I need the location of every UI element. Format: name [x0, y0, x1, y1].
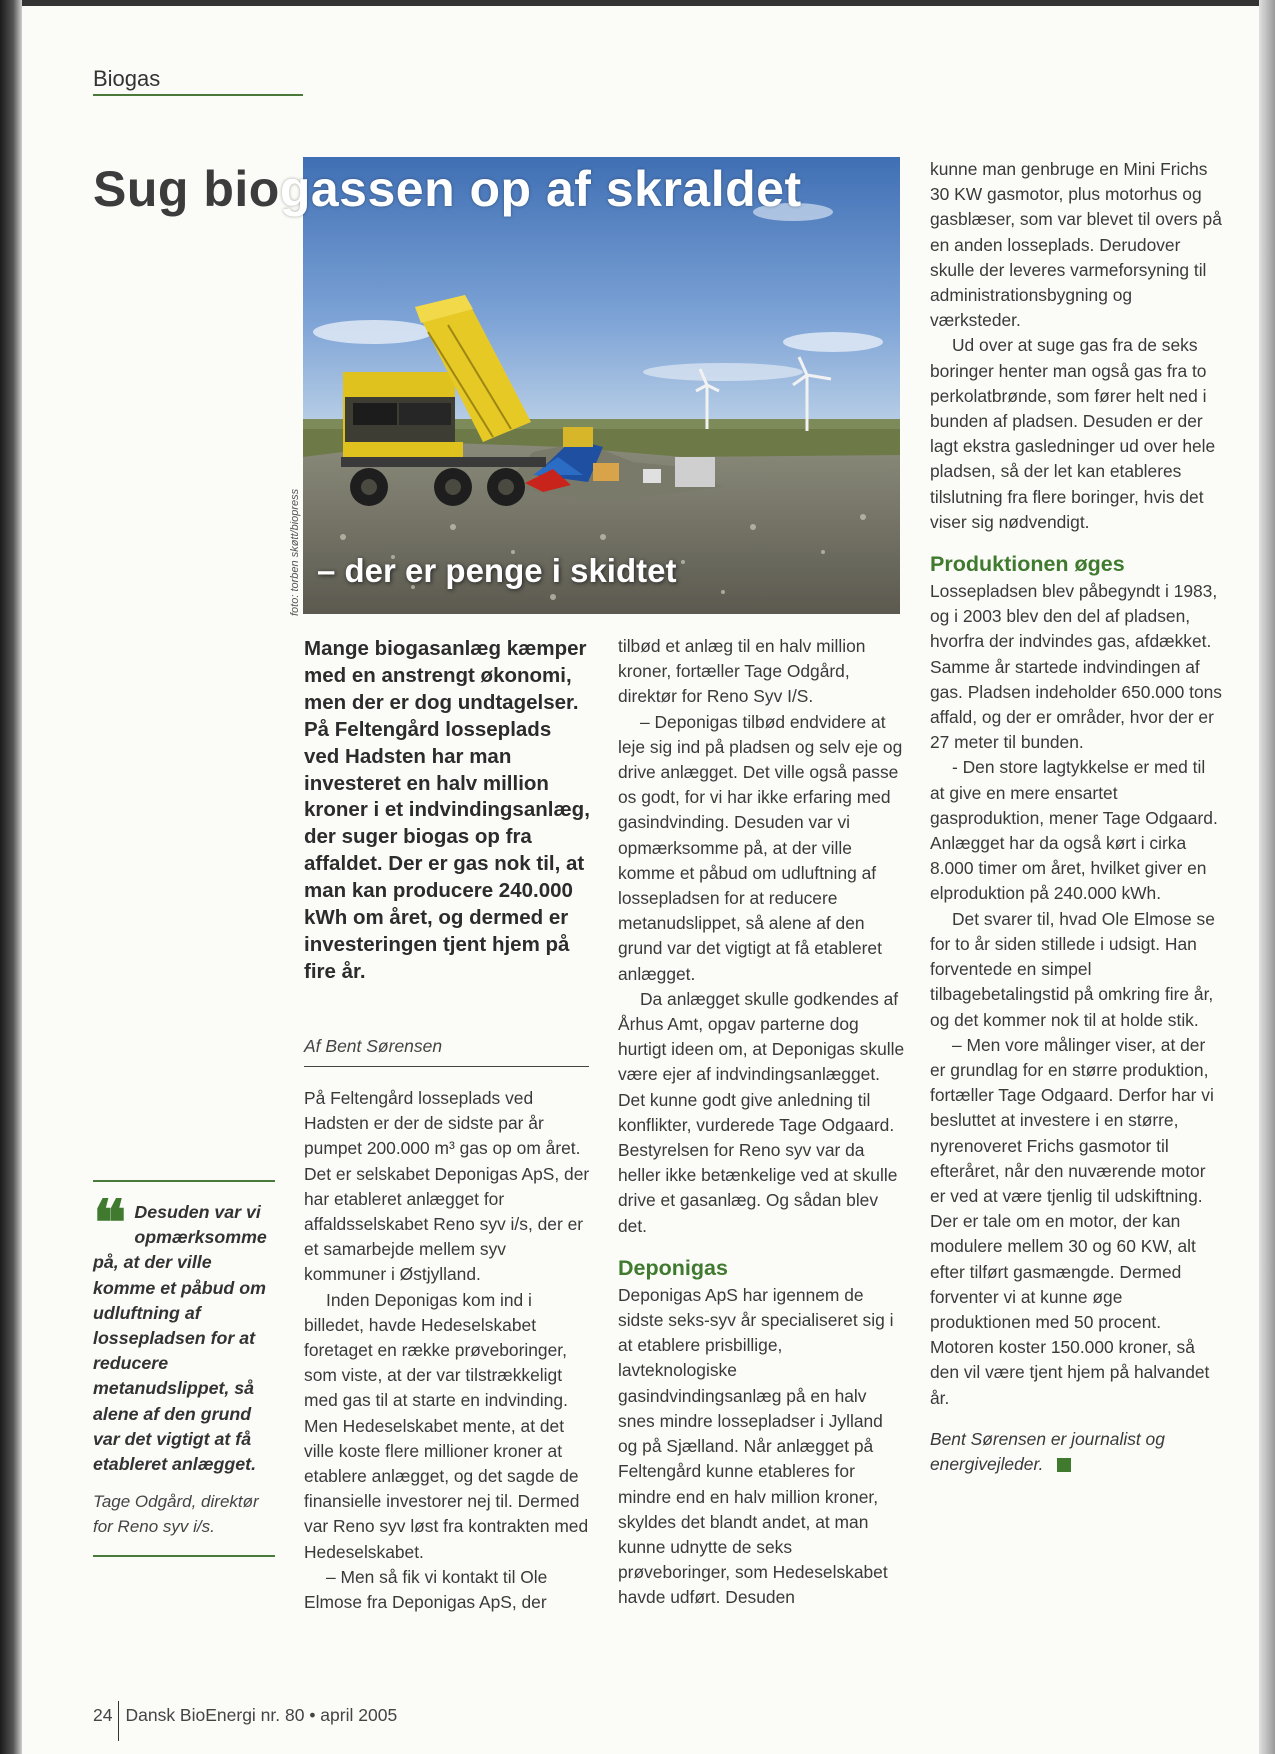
subhead-deponigas: Deponigas [618, 1255, 728, 1280]
scan-edge-top [0, 0, 1275, 6]
landfill-photo [303, 157, 900, 614]
headline-part-2: gassen op af skraldet [279, 161, 802, 217]
byline: Af Bent Sørensen [304, 1036, 443, 1056]
end-mark-icon [1057, 1458, 1071, 1472]
pull-quote-attribution: Tage Odgård, direktør for Reno syv i/s. [93, 1492, 259, 1537]
section-rule [93, 94, 303, 96]
paragraph: – Men så fik vi kontakt til Ole Elmose fra Deponigas ApS, der [304, 1566, 548, 1613]
paragraph: tilbød et anlæg til en halv million kroner, fortæller Tage Odgård, direktør for Reno Syv I/S. [618, 636, 866, 707]
paragraph: Inden Deponigas kom ind i billedet, havde Hedeselskabet foretaget en række prøveboringer, som viste, at der var tilstrækkeligt med gas til at starte en indvinding. Men Hedeselskabet mente, at det ville koste flere millioner kroner at etablere anlægget, og det sagde de finansielle investorer nej til. Dermed var Reno syv løst fra kontrakten med Hedeselskabet. [304, 1289, 589, 1562]
pull-quote-top-rule [93, 1180, 275, 1182]
lead-paragraph: Mange biogasanlæg kæmper med en anstrengt økonomi, men der er dog undtagelser. På Feltengård losseplads ved Hadsten har man investeret en halv million kroner i et indvindingsanlæg, der suger biogas op fra affaldet. Der er gas nok til, at man kan producere 240.000 kWh om året, og dermed er investeringen tjent hjem på fire år. [304, 637, 590, 983]
paragraph: – Men vore målinger viser, at der er grundlag for en større produktion, fortæller Tage Odgaard. Derfor har vi besluttet at investere i en større, nyrenoveret Frichs gasmotor til efteråret, når den nuværende motor er ved at være tjenlig til udskiftning. Der er tale om en motor, der kan modulere mellem 30 og 60 KW, alt efter tilført gasmængde. Dermed forventer vi at kunne øge produktionen med 50 procent. Motoren koster 150.000 kroner, så den vil være tjent hjem på halvandet år. [930, 1034, 1214, 1408]
headline-part-1: Sug bio [93, 161, 280, 217]
section-label: Biogas [93, 66, 161, 91]
body-column-1 [304, 1086, 591, 1615]
pull-quote-text: Desuden var vi opmærksomme på, at der ville komme et påbud om udluftning af lossepladsen for at reducere metanudslippet, så alene af den grund var det vigtigt at få etableret anlægget. [93, 1202, 267, 1475]
pull-quote-bottom-rule [93, 1555, 275, 1557]
body-column-2 [618, 634, 905, 1611]
body-column-3 [930, 157, 1222, 1477]
paragraph: På Feltengård losseplads ved Hadsten er der de sidste par år pumpet 200.000 m³ gas op om året. Det er selskabet Deponigas ApS, der har etableret anlægget for affaldsselskabet Reno syv i/s, der er et samarbejde mellem syv kommuner i Østjylland. [304, 1088, 590, 1285]
author-note [930, 1427, 1222, 1477]
publication-info: Dansk BioEnergi nr. 80 • april 2005 [125, 1705, 398, 1725]
page-number: 24 [93, 1701, 119, 1741]
headline [93, 160, 802, 218]
subhead-produktionen: Produktionen øges [930, 552, 1125, 577]
paragraph: Det svarer til, hvad Ole Elmose se for to år siden stillede i udsigt. Han forventede en simpel tilbagebetalingstid på omkring fire år, og det kommer nok til at holde stik. [930, 908, 1215, 1030]
paragraph: kunne man genbruge en Mini Frichs 30 KW gasmotor, plus motorhus og gasblæser, som var blevet til overs på en anden losseplads. Derudover skulle der leveres varmeforsyning til administrationsbygning og værksteder. [930, 159, 1222, 331]
pull-quote-box [93, 1180, 275, 1557]
paragraph: – Deponigas tilbød endvidere at leje sig ind på pladsen og selv eje og drive anlægget. Det ville også passe os godt, for vi har ikke erfaring med gasindvinding. Desuden var vi opmærksomme på, at der ville komme et påbud om udluftning af lossepladsen for at reducere metanudslippet, så alene af den grund var det vigtigt at få etableret anlægget. [618, 711, 903, 984]
photo-credit: foto: torben skøtt/biopress [289, 488, 301, 616]
pull-quote [93, 1186, 275, 1477]
paragraph: Ud over at suge gas fra de seks boringer henter man også gas fra to perkolatbrønde, som fører helt ned i bunden af pladsen. Desuden er der lagt ekstra gasledninger ud over hele pladsen, så der let kan etableres tilslutning fra flere boringer, hvis det viser sig nødvendigt. [930, 335, 1216, 532]
scan-edge-left [0, 0, 22, 1754]
paragraph: Deponigas ApS har igennem de sidste seks-syv år specialiseret sig i at etablere prisbillige, lavteknologiske gasindvindingsanlæg på en halv snes mindre lossepladser i Jylland og på Sjælland. Når anlægget på Feltengård kunne etableres for mindre end en halv million kroner, skyldes det blandt andet, at man kunne udnytte de seks prøveboringer, som Hedeselskabet havde udført. Desuden [618, 1284, 894, 1608]
byline-rule [304, 1066, 589, 1067]
author-note-text: Bent Sørensen er journalist og energivejleder. [930, 1428, 1165, 1474]
page-footer [93, 1701, 397, 1741]
scan-edge-right [1259, 0, 1275, 1754]
paragraph: Lossepladsen blev påbegyndt i 1983, og i 2003 blev den del af pladsen, hvorfra der indvindes gas, afdækket. Samme år startede indvindingen af gas. Pladsen indeholder 650.000 tons affald, og der er områder, hvor der er 27 meter til bunden. [930, 581, 1222, 753]
paragraph: - Den store lagtykkelse er med til at give en mere ensartet gasproduktion, mener Tage Odgaard. Anlægget har da også kørt i cirka 8.000 timer om året, hvilket giver en elproduktion på 240.000 kWh. [930, 757, 1218, 904]
quote-mark-icon: ❝ [93, 1186, 127, 1259]
paragraph: Da anlægget skulle godkendes af Århus Amt, opgav parterne dog hurtigt ideen om, at Deponigas skulle være ejer af indvindingsanlægget. Det kunne godt give anledning til konflikter, vurderede Tage Odgaard. Bestyrelsen for Reno syv var da heller ikke betænkelige ved at skulle drive et gasanlæg. Og sådan blev det. [618, 988, 905, 1236]
photo-subtitle: – der er penge i skidtet [317, 552, 677, 589]
